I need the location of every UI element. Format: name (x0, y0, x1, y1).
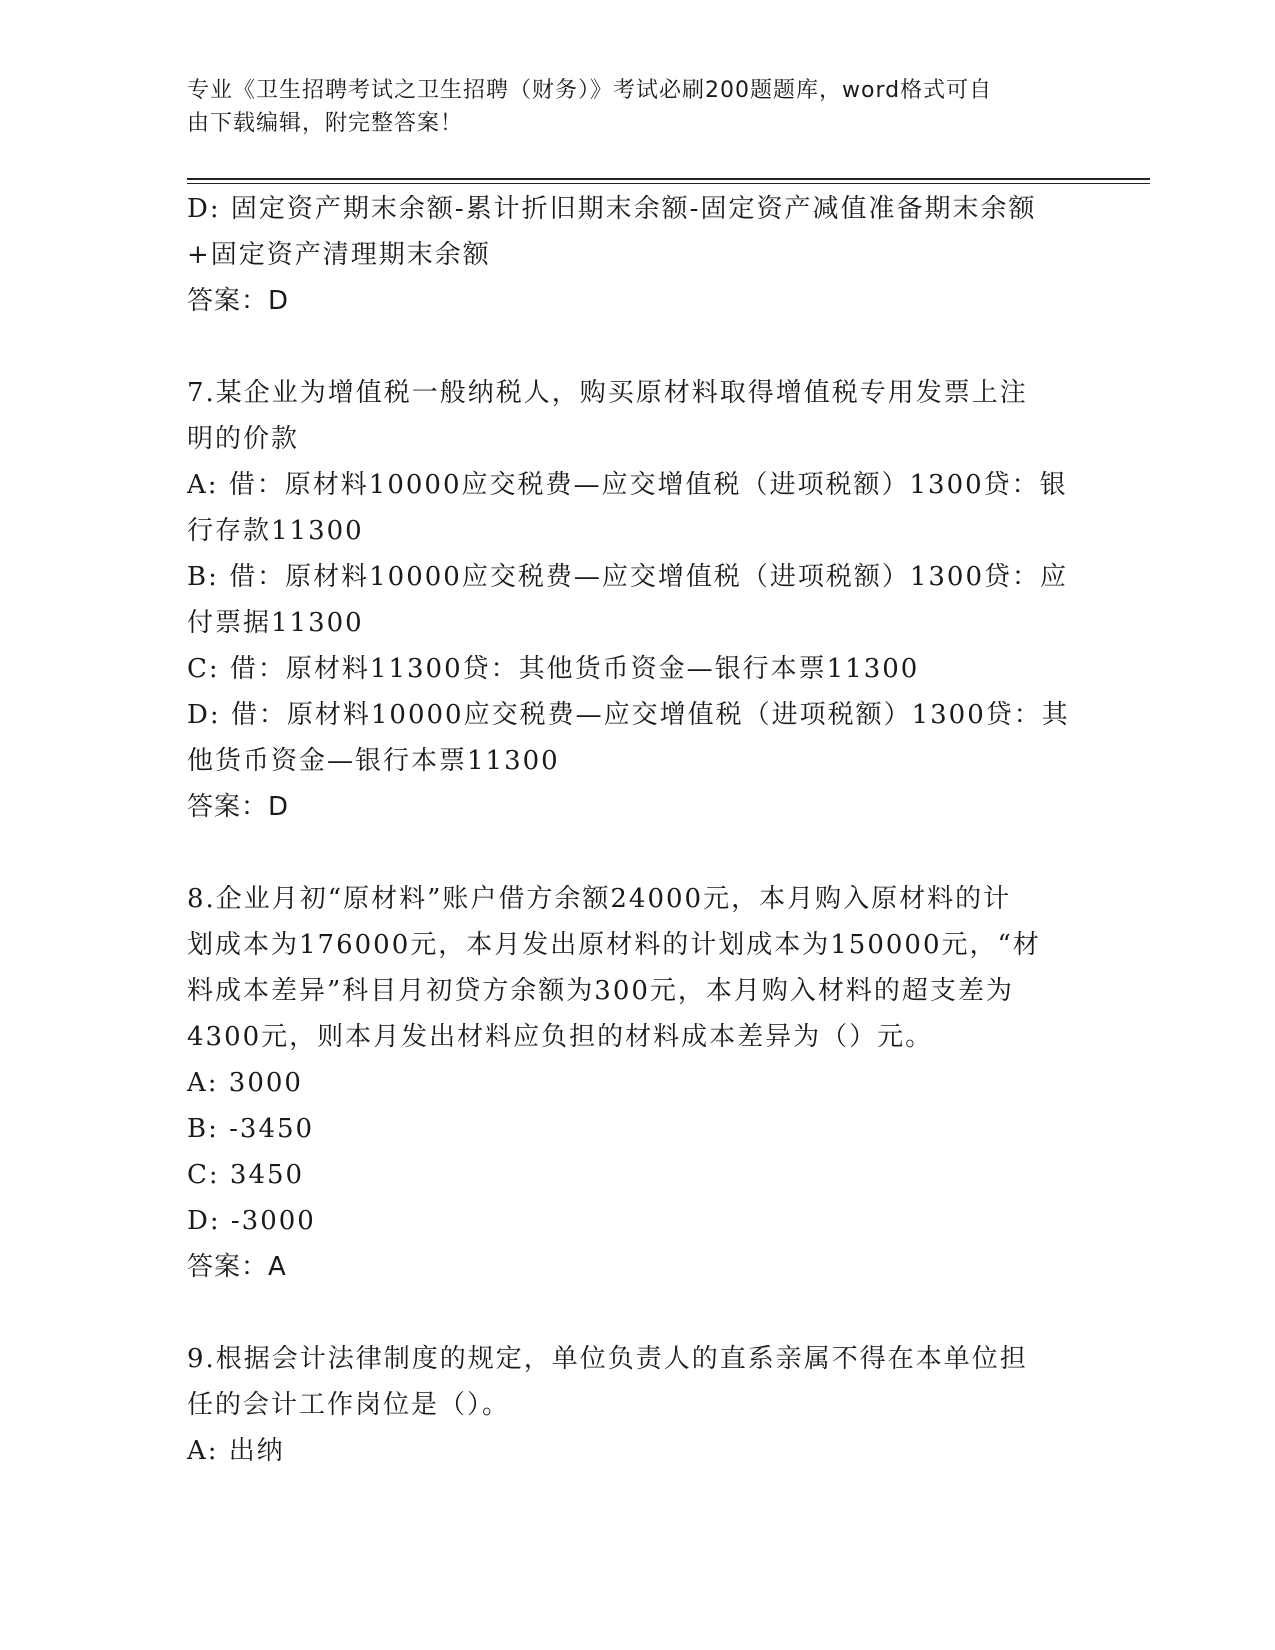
question-9 (187, 1336, 1087, 1474)
q9-stem-line-1: 9.根据会计法律制度的规定，单位负责人的直系亲属不得在本单位担 (187, 1344, 1028, 1374)
q6-answer: 答案：D (187, 286, 290, 316)
header-divider-thin (187, 183, 1150, 184)
q8-option-c: C: 3450 (187, 1160, 305, 1190)
header-line-2: 由下载编辑，附完整答案！ (187, 111, 464, 136)
q9-option-a: A: 出纳 (187, 1436, 285, 1466)
q7-option-c-line-1: C: 借：原材料11300贷：其他货币资金—银行本票11300 (187, 654, 920, 684)
q7-option-b-line-2: 付票据11300 (187, 608, 364, 638)
q7-option-a-line-1: A: 借：原材料10000应交税费—应交增值税（进项税额）1300贷：银 (187, 470, 1068, 500)
header-line-1: 专业《卫生招聘考试之卫生招聘（财务）》考试必刷200题题库，word格式可自 (187, 78, 993, 103)
q7-stem-line-2: 明的价款 (187, 424, 300, 454)
q9-stem-line-2: 任的会计工作岗位是（）。 (187, 1390, 511, 1420)
page-header (187, 74, 1067, 140)
question-content (187, 186, 1087, 1474)
q8-option-a: A: 3000 (187, 1068, 303, 1098)
spacer (187, 830, 1087, 876)
q7-option-d-line-2: 他货币资金—银行本票11300 (187, 746, 560, 776)
spacer (187, 1290, 1087, 1336)
question-6 (187, 186, 1087, 324)
q7-option-a-line-2: 行存款11300 (187, 516, 364, 546)
q8-stem-line-1: 8.企业月初“原材料”账户借方余额24000元，本月购入原材料的计 (187, 884, 1012, 914)
q8-stem-line-3: 料成本差异”科目月初贷方余额为300元，本月购入材料的超支差为 (187, 976, 1014, 1006)
q8-stem-line-4: 4300元，则本月发出材料应负担的材料成本差异为（）元。 (187, 1022, 934, 1052)
q6-option-d-line-2: +固定资产清理期末余额 (187, 240, 491, 270)
q8-answer: 答案：A (187, 1252, 287, 1282)
q7-option-b-line-1: B: 借：原材料10000应交税费—应交增值税（进项税额）1300贷：应 (187, 562, 1069, 592)
q7-stem-line-1: 7.某企业为增值税一般纳税人，购买原材料取得增值税专用发票上注 (187, 378, 1028, 408)
q7-answer: 答案：D (187, 792, 290, 822)
header-divider-thick (187, 178, 1150, 180)
q8-option-d: D: -3000 (187, 1206, 316, 1236)
q8-stem-line-2: 划成本为176000元，本月发出原材料的计划成本为150000元，“材 (187, 930, 1041, 960)
q7-option-d-line-1: D: 借：原材料10000应交税费—应交增值税（进项税额）1300贷：其 (187, 700, 1070, 730)
question-7 (187, 370, 1087, 830)
q6-option-d-line-1: D: 固定资产期末余额-累计折旧期末余额-固定资产减值准备期末余额 (187, 194, 1037, 224)
q8-option-b: B: -3450 (187, 1114, 315, 1144)
spacer (187, 324, 1087, 370)
question-8 (187, 876, 1087, 1290)
